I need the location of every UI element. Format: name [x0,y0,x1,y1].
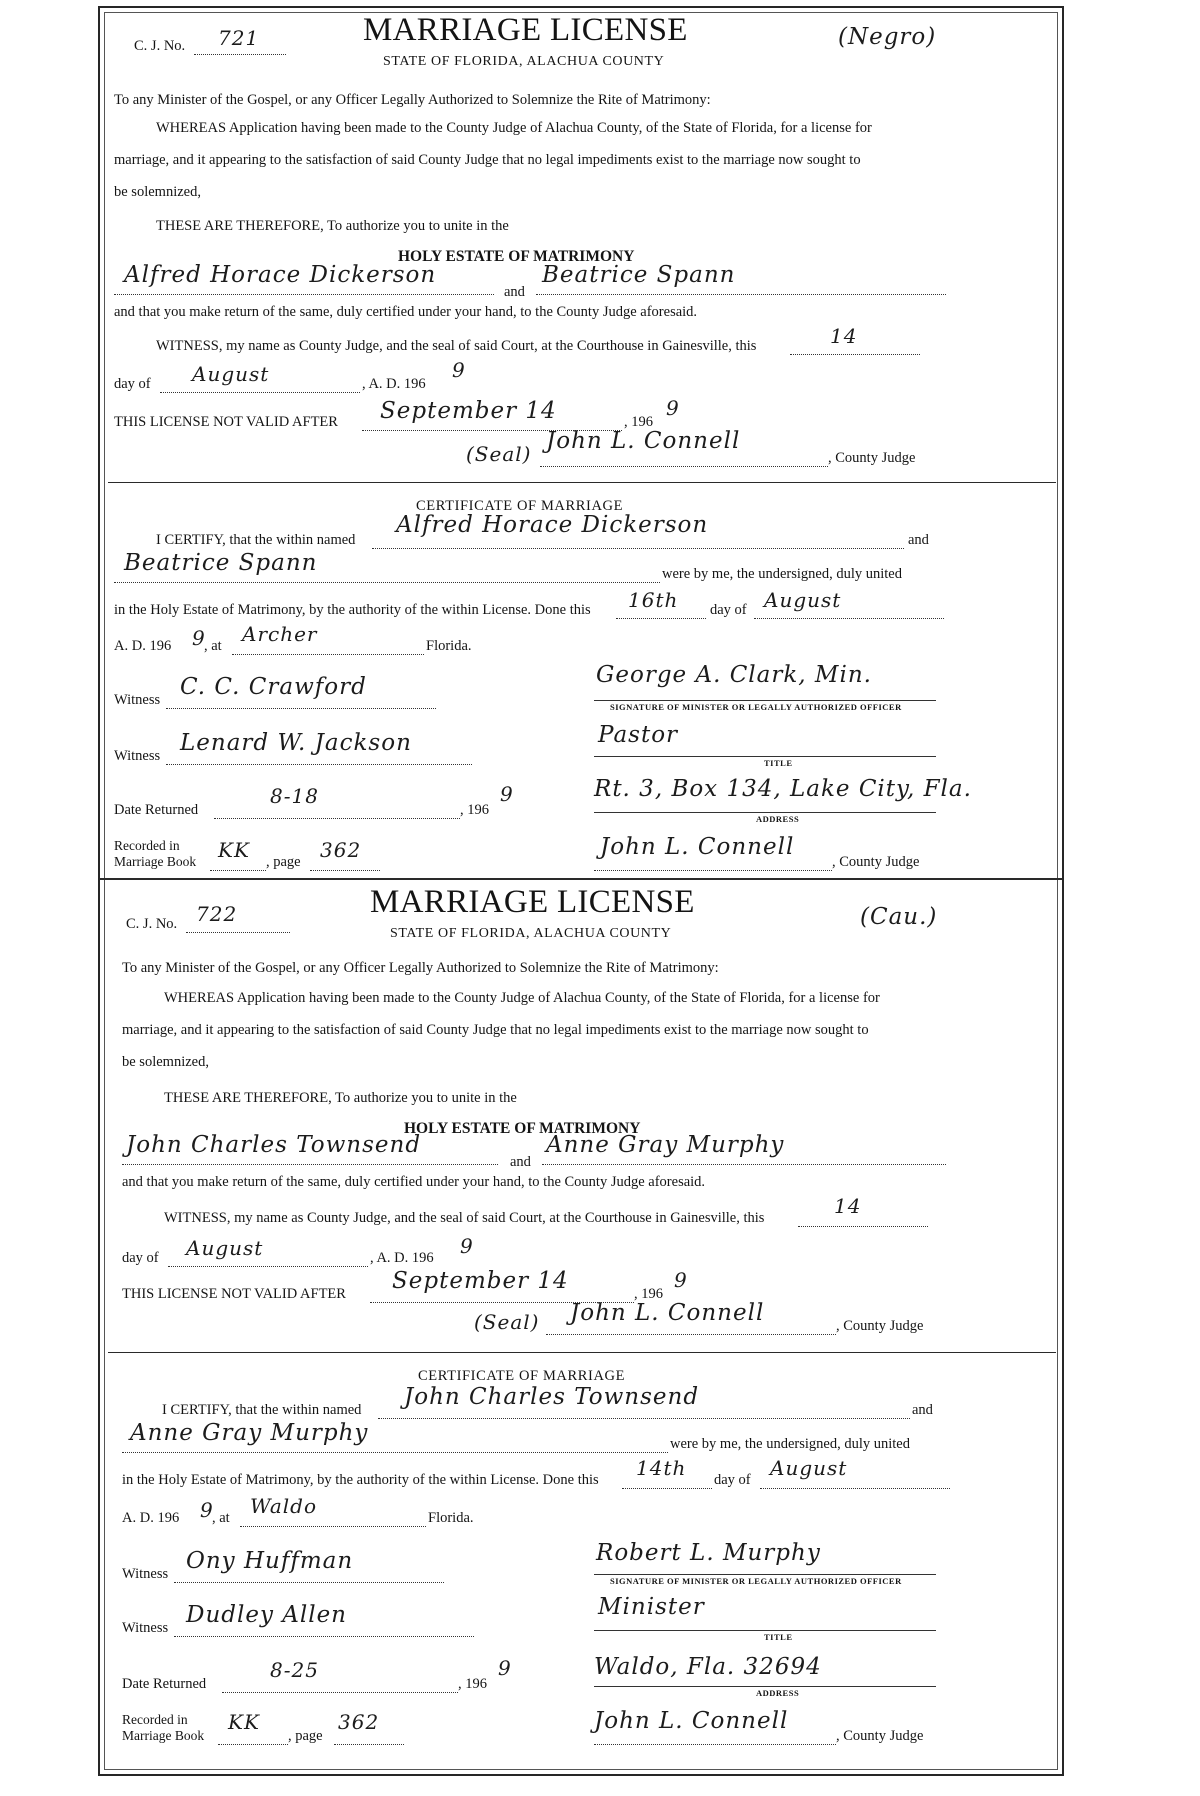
returned-year-label: , 196 [458,1676,487,1692]
certify-label: I CERTIFY, that the within named [156,532,356,548]
cert-groom-name: John Charles Townsend [404,1384,700,1410]
united-label: were by me, the undersigned, duly united [670,1436,910,1452]
at-label: , at [212,1510,230,1526]
witness-2-label: Witness [114,748,161,764]
ad-year: 9 [192,626,206,650]
marriage-book: KK [218,838,250,862]
day-of-label: day of [122,1250,159,1266]
expiry-date: September 14 [392,1268,569,1294]
expiry-year: 9 [666,396,680,420]
whereas-line-2: marriage, and it appearing to the satisfaction of said County Judge that no legal impediments exist to the marriage now sought to [122,1022,869,1038]
title-caption: TITLE [764,1632,793,1642]
expiry-year-label: , 196 [634,1286,663,1302]
certificate-title: CERTIFICATE OF MARRIAGE [418,1368,626,1384]
license-subtitle: STATE OF FLORIDA, ALACHUA COUNTY [383,54,665,69]
cj-number: 722 [196,902,238,926]
cert-and-label: and [908,532,929,548]
document-sheet [98,6,1064,1776]
county-judge-label-2: , County Judge [832,854,920,870]
date-returned-label: Date Returned [114,802,199,818]
witness-line: WITNESS, my name as County Judge, and the seal of said Court, at the Courthouse in Gainesville, this [156,338,757,354]
groom-name: Alfred Horace Dickerson [124,262,437,288]
return-line: and that you make return of the same, duly certified under your hand, to the County Judge aforesaid. [122,1174,706,1190]
county-judge-label: , County Judge [836,1318,924,1334]
recorder-signature: John L. Connell [594,1708,789,1734]
license-title: MARRIAGE LICENSE [363,12,688,48]
witness-1-label: Witness [122,1566,169,1582]
ad-label: , A. D. 196 [362,376,426,392]
not-valid-label: THIS LICENSE NOT VALID AFTER [122,1286,346,1302]
certificate-title: CERTIFICATE OF MARRIAGE [416,498,624,514]
cert-and-label: and [912,1402,933,1418]
cj-number-label: C. J. No. [134,38,186,54]
date-returned: 8-18 [270,784,319,808]
return-line: and that you make return of the same, duly certified under your hand, to the County Judge aforesaid. [114,304,698,320]
cert-bride-name: Beatrice Spann [124,550,318,576]
minister-signature: George A. Clark, Min. [596,662,872,688]
judge-signature: John L. Connell [570,1300,765,1326]
holy-estate-line: in the Holy Estate of Matrimony, by the authority of the within License. Done this [122,1472,599,1488]
cert-groom-name: Alfred Horace Dickerson [396,512,709,538]
seal-notation: (Seal) [474,1310,540,1334]
license-title: MARRIAGE LICENSE [370,884,695,920]
address-line: To any Minister of the Gospel, or any Officer Legally Authorized to Solemnize the Rite of Matrimony: [122,960,719,976]
race-notation: (Cau.) [860,904,938,930]
day-of-label: day of [114,376,151,392]
page-label: , page [266,854,301,870]
marriage-place: Waldo [250,1494,317,1518]
page-number: 362 [338,1710,380,1734]
issue-month: August [192,362,270,386]
florida-label: Florida. [428,1510,474,1526]
minister-address: Rt. 3, Box 134, Lake City, Fla. [594,776,972,802]
title-caption: TITLE [764,758,793,768]
issue-year: 9 [460,1234,474,1258]
witness-1-signature: Ony Huffman [186,1548,354,1574]
not-valid-label: THIS LICENSE NOT VALID AFTER [114,414,338,430]
cj-number-label: C. J. No. [126,916,178,932]
united-label: were by me, the undersigned, duly united [662,566,902,582]
license-subtitle: STATE OF FLORIDA, ALACHUA COUNTY [390,926,672,941]
seal-notation: (Seal) [466,442,532,466]
done-day: 14th [636,1456,687,1480]
county-judge-label-2: , County Judge [836,1728,924,1744]
county-judge-label: , County Judge [828,450,916,466]
done-day-of-label: day of [710,602,747,618]
and-label: and [504,284,525,300]
minister-title: Minister [598,1594,705,1620]
address-line: To any Minister of the Gospel, or any Officer Legally Authorized to Solemnize the Rite of Matrimony: [114,92,711,108]
ad-year: 9 [200,1498,214,1522]
issue-day: 14 [834,1194,862,1218]
done-day-of-label: day of [714,1472,751,1488]
witness-2-label: Witness [122,1620,169,1636]
groom-name: John Charles Townsend [126,1132,422,1158]
date-returned: 8-25 [270,1658,319,1682]
whereas-line-1: WHEREAS Application having been made to the County Judge of Alachua County, of the State of Florida, for a license for [156,120,872,136]
bride-name: Anne Gray Murphy [546,1132,785,1158]
expiry-date: September 14 [380,398,557,424]
whereas-line-1: WHEREAS Application having been made to the County Judge of Alachua County, of the State of Florida, for a license for [164,990,880,1006]
therefore-line: THESE ARE THEREFORE, To authorize you to unite in the [156,218,509,234]
ad-label: , A. D. 196 [370,1250,434,1266]
holy-estate-line: in the Holy Estate of Matrimony, by the authority of the within License. Done this [114,602,591,618]
cert-bride-name: Anne Gray Murphy [130,1420,369,1446]
witness-1-label: Witness [114,692,161,708]
cj-number: 721 [218,26,260,50]
whereas-line-3: be solemnized, [122,1054,209,1070]
whereas-line-3: be solemnized, [114,184,201,200]
marriage-book-label: Marriage Book [114,854,197,869]
recorder-signature: John L. Connell [600,834,795,860]
marriage-book: KK [228,1710,260,1734]
bride-name: Beatrice Spann [542,262,736,288]
florida-label: Florida. [426,638,472,654]
minister-signature: Robert L. Murphy [596,1540,821,1566]
done-month: August [770,1456,848,1480]
returned-year: 9 [498,1656,512,1680]
race-notation: (Negro) [838,24,937,50]
judge-signature: John L. Connell [546,428,741,454]
done-month: August [764,588,842,612]
marriage-book-label: Marriage Book [122,1728,205,1743]
and-label: and [510,1154,531,1170]
recorded-in-label: Recorded in [122,1712,188,1727]
marriage-place: Archer [242,622,318,646]
address-caption: ADDRESS [756,814,800,824]
therefore-line: THESE ARE THEREFORE, To authorize you to unite in the [164,1090,517,1106]
holy-estate-heading: HOLY ESTATE OF MATRIMONY [404,1120,641,1137]
witness-line: WITNESS, my name as County Judge, and the seal of said Court, at the Courthouse in Gainesville, this [164,1210,765,1226]
minister-address: Waldo, Fla. 32694 [594,1654,822,1680]
minister-title: Pastor [598,722,679,748]
signature-caption: SIGNATURE OF MINISTER OR LEGALLY AUTHORIZED OFFICER [610,702,902,712]
issue-day: 14 [830,324,858,348]
issue-month: August [186,1236,264,1260]
returned-year-label: , 196 [460,802,489,818]
date-returned-label: Date Returned [122,1676,207,1692]
certify-label: I CERTIFY, that the within named [162,1402,362,1418]
witness-2-signature: Dudley Allen [186,1602,347,1628]
ad-prefix: A. D. 196 [122,1510,180,1526]
witness-2-signature: Lenard W. Jackson [180,730,412,756]
witness-1-signature: C. C. Crawford [180,674,367,700]
form-divider [100,878,1062,880]
expiry-year-label: , 196 [624,414,653,430]
issue-year: 9 [452,358,466,382]
page-label: , page [288,1728,323,1744]
address-caption: ADDRESS [756,1688,800,1698]
whereas-line-2: marriage, and it appearing to the satisfaction of said County Judge that no legal impediments exist to the marriage now sought to [114,152,861,168]
done-day: 16th [628,588,679,612]
expiry-year: 9 [674,1268,688,1292]
ad-prefix: A. D. 196 [114,638,172,654]
page-number: 362 [320,838,362,862]
signature-caption: SIGNATURE OF MINISTER OR LEGALLY AUTHORIZED OFFICER [610,1576,902,1586]
returned-year: 9 [500,782,514,806]
holy-estate-heading: HOLY ESTATE OF MATRIMONY [398,248,635,265]
at-label: , at [204,638,222,654]
recorded-in-label: Recorded in [114,838,180,853]
